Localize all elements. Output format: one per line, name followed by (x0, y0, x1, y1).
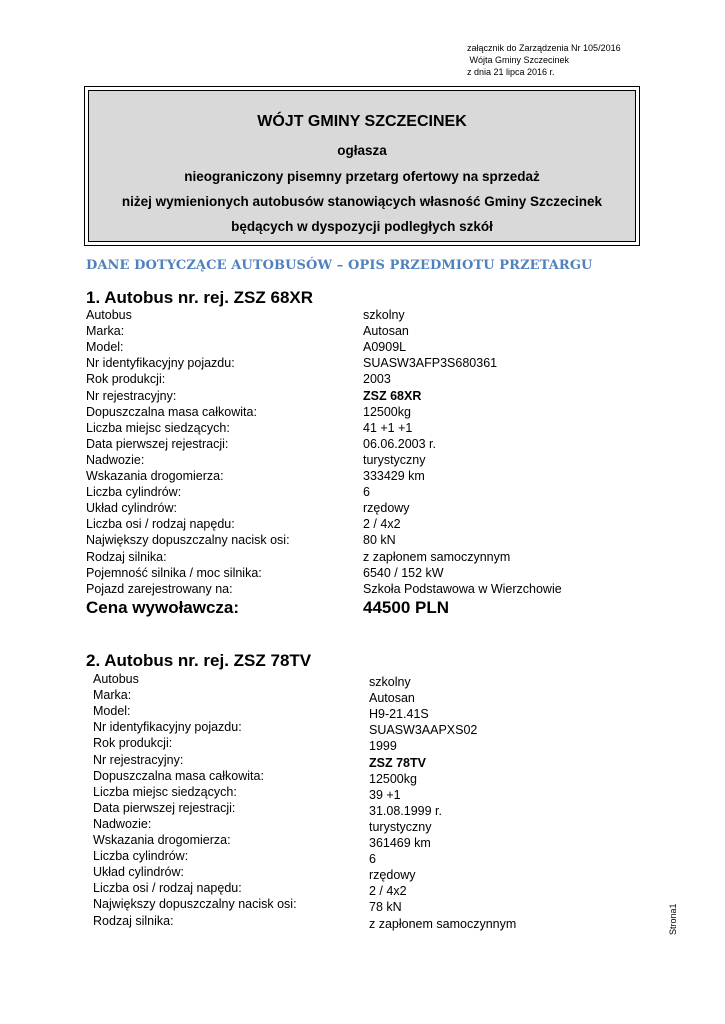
announcement-line: niżej wymienionych autobusów stanowiących własność Gminy Szczecinek (121, 194, 603, 209)
spec-value: 78 kN (369, 900, 402, 915)
spec-value: 333429 km (363, 469, 425, 483)
spec-label: Dopuszczalna masa całkowita: (93, 768, 264, 783)
announcement-line: nieograniczony pisemny przetarg ofertowy na sprzedaż (184, 169, 540, 184)
spec-value: 2 / 4x2 (363, 517, 401, 532)
attachment-note-line: z dnia 21 lipca 2016 r. (467, 67, 555, 77)
spec-label: Liczba miejsc siedzących: (93, 784, 237, 799)
spec-label: Liczba miejsc siedzących: (86, 420, 230, 435)
spec-label: Marka: (86, 324, 125, 339)
spec-value: SUASW3AFP3S680361 (363, 356, 498, 371)
bus1-title: 1. Autobus nr. rej. ZSZ 68XR (86, 288, 314, 307)
spec-label: Nr identyfikacyjny pojazdu: (86, 356, 235, 371)
spec-value: turystyczny (363, 452, 426, 467)
spec-label: Układ cylindrów: (86, 501, 178, 516)
spec-label: Liczba cylindrów: (86, 485, 182, 500)
spec-label: Rok produkcji: (93, 736, 173, 751)
announcement-box (84, 86, 640, 246)
spec-label: Model: (86, 340, 124, 355)
spec-value: 80 kN (363, 533, 396, 548)
bus1-price-label: Cena wywoławcza: (86, 598, 240, 617)
spec-value: 12500kg (369, 771, 417, 786)
spec-value: 06.06.2003 r. (363, 436, 436, 451)
spec-value: SUASW3AAPXS02 (369, 723, 478, 738)
spec-value: z zapłonem samoczynnym (363, 549, 511, 564)
spec-value: rzędowy (369, 868, 416, 883)
spec-label: Układ cylindrów: (93, 865, 185, 880)
spec-label: Model: (93, 704, 131, 719)
announcement-box-inner (88, 90, 636, 242)
spec-label: Nr identyfikacyjny pojazdu: (93, 720, 242, 735)
spec-label: Nadwozie: (93, 816, 152, 831)
spec-value: 2003 (363, 372, 391, 387)
spec-label: Autobus (86, 308, 132, 322)
spec-value: 12500kg (363, 404, 411, 419)
spec-value: z zapłonem samoczynnym (369, 916, 517, 931)
spec-label: Data pierwszej rejestracji: (93, 800, 236, 815)
announcement-line: będących w dyspozycji podległych szkół (231, 219, 493, 234)
spec-label: Nadwozie: (86, 452, 145, 467)
spec-value: 2 / 4x2 (369, 884, 407, 899)
spec-label: Autobus (93, 672, 139, 686)
spec-value: 1999 (369, 739, 397, 754)
announcement-line: ogłasza (337, 143, 387, 158)
spec-label: Liczba osi / rodzaj napędu: (86, 517, 235, 532)
spec-label: Wskazania drogomierza: (93, 833, 231, 847)
spec-label: Nr rejestracyjny: (93, 752, 184, 767)
spec-value: A0909L (363, 340, 407, 355)
bus2-title: 2. Autobus nr. rej. ZSZ 78TV (86, 651, 312, 670)
spec-label: Liczba cylindrów: (93, 849, 189, 864)
spec-label: Marka: (93, 688, 132, 703)
spec-value: 361469 km (369, 836, 431, 850)
spec-value: turystyczny (369, 819, 432, 834)
spec-value: Autosan (363, 324, 409, 339)
bus1-price-value: 44500 PLN (363, 598, 449, 617)
spec-value: szkolny (363, 308, 405, 322)
attachment-note-line: Wójta Gminy Szczecinek (467, 55, 570, 65)
spec-value: rzędowy (363, 501, 410, 516)
spec-value: Autosan (369, 691, 415, 706)
spec-label: Liczba osi / rodzaj napędu: (93, 881, 242, 896)
spec-label: Rok produkcji: (86, 372, 166, 387)
spec-label: Największy dopuszczalny nacisk osi: (86, 533, 290, 548)
page-number: Strona1 (668, 903, 678, 935)
attachment-note (467, 42, 621, 78)
spec-label: Dopuszczalna masa całkowita: (86, 404, 257, 419)
spec-value: 39 +1 (369, 787, 401, 802)
spec-value: 41 +1 +1 (363, 420, 413, 435)
announcement-title: WÓJT GMINY SZCZECINEK (257, 113, 467, 130)
spec-label: Pojazd zarejestrowany na: (86, 581, 233, 596)
spec-label: Nr rejestracyjny: (86, 388, 177, 403)
spec-label: Wskazania drogomierza: (86, 469, 224, 483)
spec-value: szkolny (369, 675, 411, 689)
spec-value: 6540 / 152 kW (363, 565, 444, 580)
spec-label: Pojemność silnika / moc silnika: (86, 565, 262, 580)
spec-value: 6 (363, 485, 370, 500)
section-heading: DANE DOTYCZĄCE AUTOBUSÓW – OPIS PRZEDMIOTU PRZETARGU (86, 258, 593, 273)
attachment-note-line: załącznik do Zarządzenia Nr 105/2016 (467, 43, 621, 53)
spec-value: ZSZ 78TV (369, 755, 426, 770)
spec-value: Szkoła Podstawowa w Wierzchowie (363, 581, 562, 596)
spec-label: Data pierwszej rejestracji: (86, 436, 229, 451)
spec-value: H9-21.41S (369, 707, 429, 722)
spec-value: 6 (369, 852, 376, 867)
spec-label: Największy dopuszczalny nacisk osi: (93, 897, 297, 912)
spec-value: ZSZ 68XR (363, 388, 422, 403)
spec-value: 31.08.1999 r. (369, 803, 442, 818)
spec-label: Rodzaj silnika: (86, 549, 167, 564)
spec-label: Rodzaj silnika: (93, 913, 174, 928)
